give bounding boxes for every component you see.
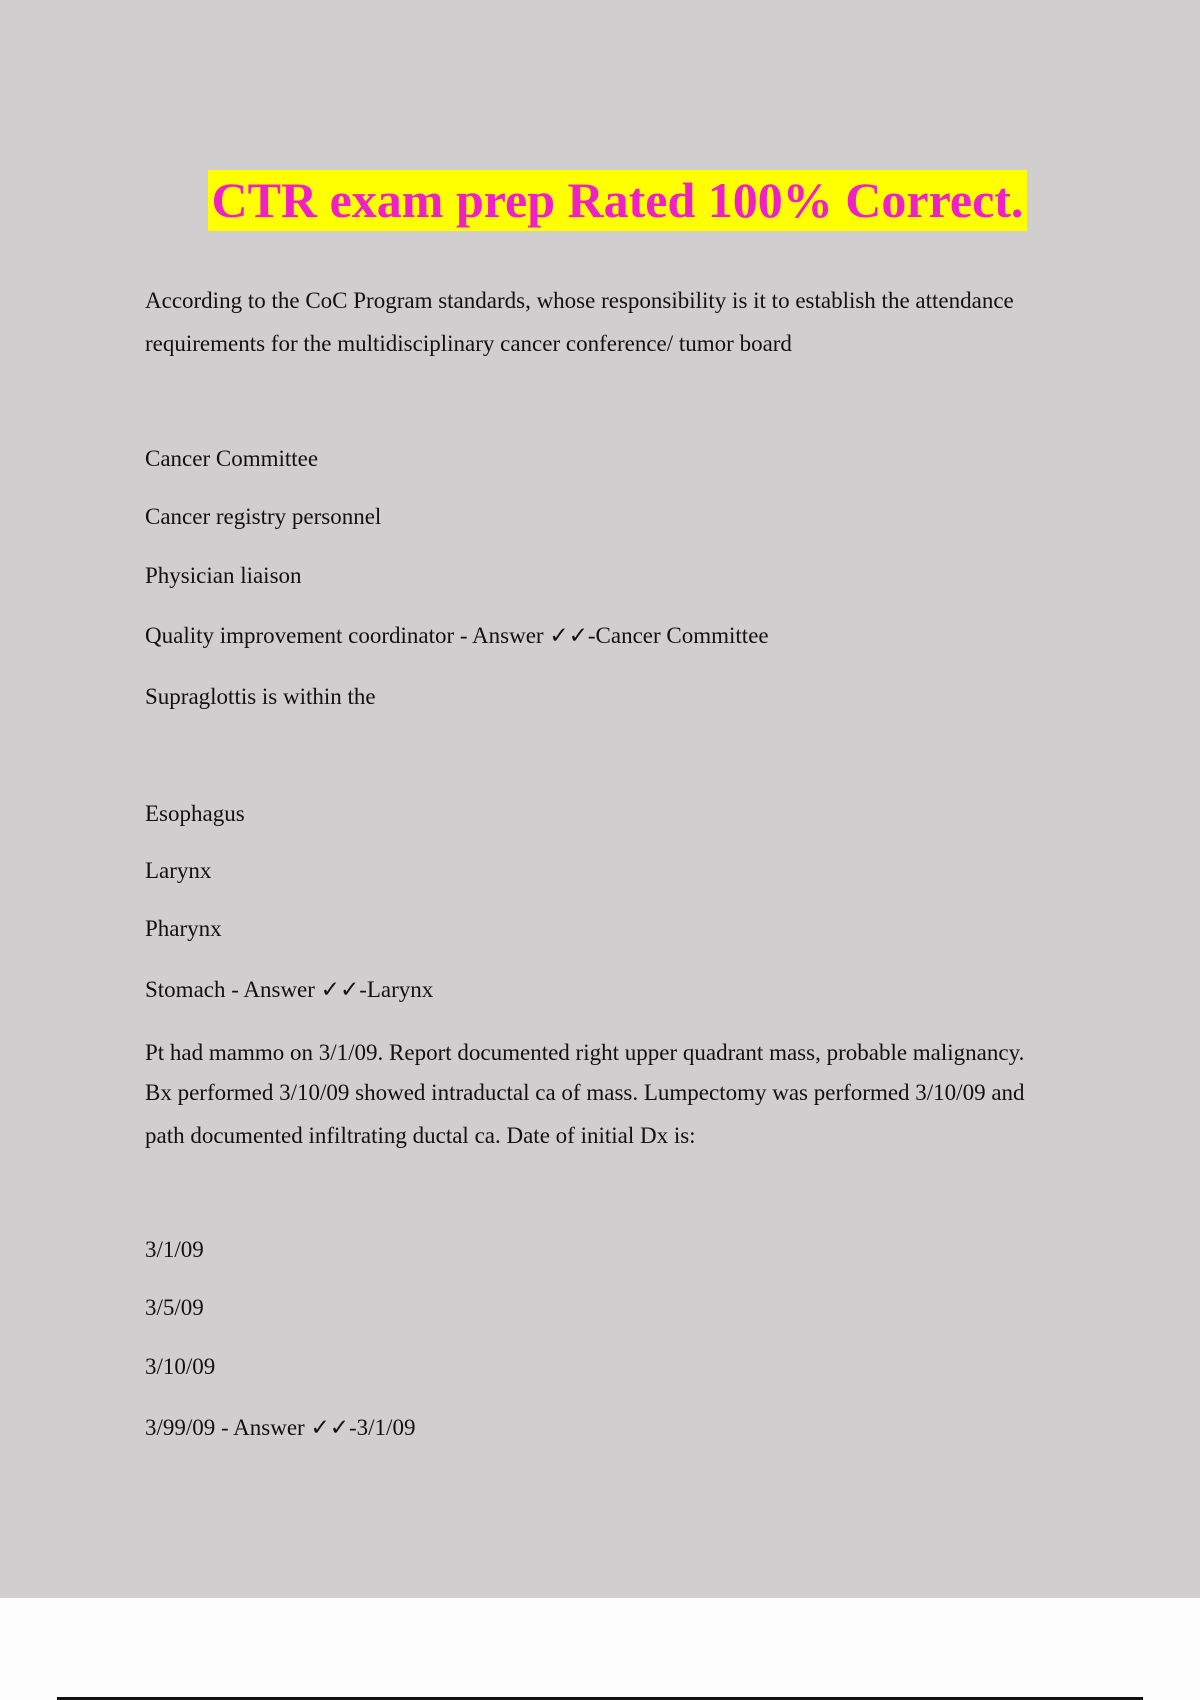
question-2-option-3: Pharynx <box>145 916 222 941</box>
question-2-prompt-line-1: Supraglottis is within the <box>145 684 376 709</box>
question-2-option-1: Esophagus <box>145 801 245 826</box>
question-3-option-4-answer: 3/99/09 - Answer ✓✓-3/1/09 <box>145 1415 416 1440</box>
question-1-option-2: Cancer registry personnel <box>145 504 382 529</box>
question-1-option-4-answer: Quality improvement coordinator - Answer ✓✓-Cancer Committee <box>145 623 769 648</box>
question-3-prompt-line-3: path documented infiltrating ductal ca. Date of initial Dx is: <box>145 1123 696 1148</box>
question-1-option-1: Cancer Committee <box>145 446 319 471</box>
question-3-option-2: 3/5/09 <box>145 1295 204 1320</box>
question-1-prompt-line-2: requirements for the multidisciplinary cancer conference/ tumor board <box>145 331 792 356</box>
question-3-option-3: 3/10/09 <box>145 1354 216 1379</box>
question-2-option-4-answer: Stomach - Answer ✓✓-Larynx <box>145 977 434 1002</box>
question-1-option-3: Physician liaison <box>145 563 302 588</box>
document-title: CTR exam prep Rated 100% Correct. <box>208 170 1027 231</box>
question-3-option-1: 3/1/09 <box>145 1237 204 1262</box>
question-3-prompt-line-1: Pt had mammo on 3/1/09. Report documented right upper quadrant mass, probable malignancy. <box>145 1040 1025 1065</box>
question-2-option-2: Larynx <box>145 858 212 883</box>
question-1-prompt-line-1: According to the CoC Program standards, whose responsibility is it to establish the attendance <box>145 288 1014 313</box>
question-3-prompt-line-2: Bx performed 3/10/09 showed intraductal ca of mass. Lumpectomy was performed 3/10/09 and <box>145 1080 1025 1105</box>
